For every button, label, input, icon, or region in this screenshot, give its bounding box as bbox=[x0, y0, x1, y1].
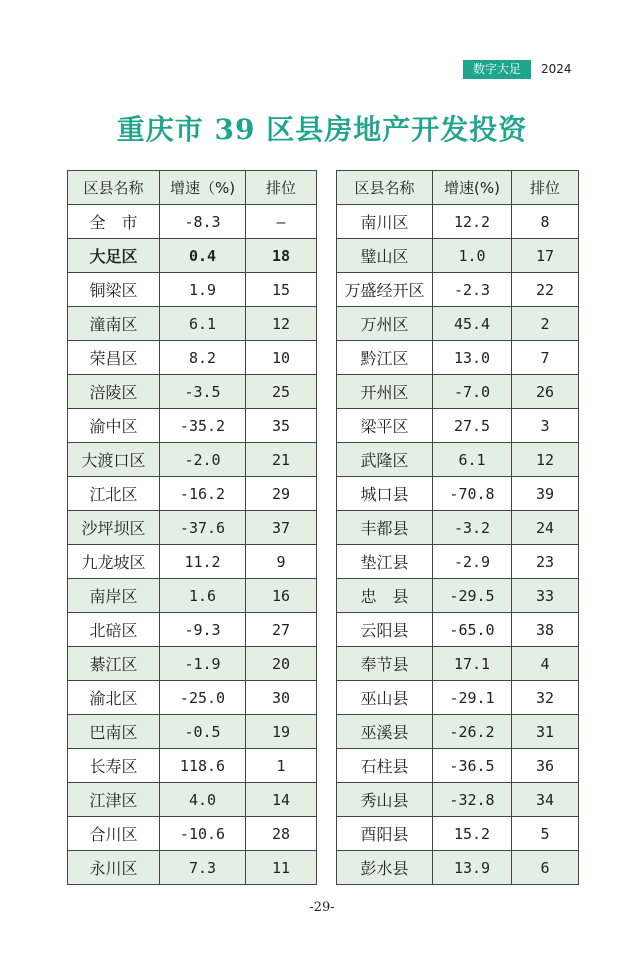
cell-growth: 8.2 bbox=[160, 341, 246, 375]
cell-growth: 1.0 bbox=[433, 239, 512, 273]
table-row bbox=[68, 307, 317, 341]
cell-rank: 3 bbox=[512, 409, 579, 443]
cell-district-name: 巴南区 bbox=[68, 715, 160, 749]
cell-district-name: 涪陵区 bbox=[68, 375, 160, 409]
cell-district-name: 城口县 bbox=[337, 477, 433, 511]
cell-district-name: 綦江区 bbox=[68, 647, 160, 681]
table-row bbox=[337, 341, 579, 375]
cell-rank: 16 bbox=[246, 579, 317, 613]
cell-district-name: 开州区 bbox=[337, 375, 433, 409]
cell-district-name: 沙坪坝区 bbox=[68, 511, 160, 545]
cell-rank: 10 bbox=[246, 341, 317, 375]
table-row bbox=[68, 273, 317, 307]
cell-district-name: 黔江区 bbox=[337, 341, 433, 375]
table-row bbox=[337, 817, 579, 851]
cell-growth: -65.0 bbox=[433, 613, 512, 647]
column-header-growth: 增速（%) bbox=[160, 171, 246, 205]
cell-growth: -3.2 bbox=[433, 511, 512, 545]
cell-district-name: 南岸区 bbox=[68, 579, 160, 613]
cell-growth: -29.5 bbox=[433, 579, 512, 613]
table-row bbox=[337, 375, 579, 409]
cell-district-name: 永川区 bbox=[68, 851, 160, 885]
cell-growth: 6.1 bbox=[160, 307, 246, 341]
cell-rank: 4 bbox=[512, 647, 579, 681]
cell-district-name: 酉阳县 bbox=[337, 817, 433, 851]
table-row bbox=[68, 647, 317, 681]
table-header-row bbox=[68, 171, 317, 205]
cell-growth: -26.2 bbox=[433, 715, 512, 749]
table-row bbox=[68, 681, 317, 715]
cell-district-name: 武隆区 bbox=[337, 443, 433, 477]
cell-district-name: 巫溪县 bbox=[337, 715, 433, 749]
table-row bbox=[68, 851, 317, 885]
table-row bbox=[337, 783, 579, 817]
table-row bbox=[337, 273, 579, 307]
table-row bbox=[68, 749, 317, 783]
page-title: 重庆市 39 区县房地产开发投资 bbox=[116, 113, 528, 146]
cell-rank: 38 bbox=[512, 613, 579, 647]
cell-growth: -1.9 bbox=[160, 647, 246, 681]
cell-growth: 45.4 bbox=[433, 307, 512, 341]
table-row bbox=[337, 715, 579, 749]
cell-district-name: 璧山区 bbox=[337, 239, 433, 273]
cell-growth: 11.2 bbox=[160, 545, 246, 579]
cell-rank: 39 bbox=[512, 477, 579, 511]
cell-growth: 13.9 bbox=[433, 851, 512, 885]
table-row bbox=[337, 443, 579, 477]
cell-rank: 37 bbox=[246, 511, 317, 545]
cell-rank: 12 bbox=[512, 443, 579, 477]
table-row bbox=[68, 443, 317, 477]
cell-growth: -32.8 bbox=[433, 783, 512, 817]
cell-district-name: 彭水县 bbox=[337, 851, 433, 885]
cell-district-name: 潼南区 bbox=[68, 307, 160, 341]
cell-district-name: 南川区 bbox=[337, 205, 433, 239]
cell-growth: -2.0 bbox=[160, 443, 246, 477]
cell-growth: 12.2 bbox=[433, 205, 512, 239]
cell-rank: 21 bbox=[246, 443, 317, 477]
cell-growth: 17.1 bbox=[433, 647, 512, 681]
cell-rank: 9 bbox=[246, 545, 317, 579]
cell-growth: -35.2 bbox=[160, 409, 246, 443]
cell-district-name: 渝北区 bbox=[68, 681, 160, 715]
table-row bbox=[337, 511, 579, 545]
table-row bbox=[337, 681, 579, 715]
table-row bbox=[337, 851, 579, 885]
cell-growth: 13.0 bbox=[433, 341, 512, 375]
cell-district-name: 忠 县 bbox=[337, 579, 433, 613]
cell-district-name: 大足区 bbox=[68, 239, 160, 273]
cell-rank: 34 bbox=[512, 783, 579, 817]
section-tag: 数字大足 bbox=[463, 60, 531, 79]
cell-rank: 25 bbox=[246, 375, 317, 409]
cell-growth: 118.6 bbox=[160, 749, 246, 783]
table-row bbox=[68, 511, 317, 545]
table-row bbox=[68, 239, 317, 273]
table-row bbox=[337, 579, 579, 613]
cell-growth: -7.0 bbox=[433, 375, 512, 409]
cell-growth: -8.3 bbox=[160, 205, 246, 239]
table-row bbox=[68, 341, 317, 375]
cell-rank: 14 bbox=[246, 783, 317, 817]
cell-district-name: 石柱县 bbox=[337, 749, 433, 783]
cell-growth: -10.6 bbox=[160, 817, 246, 851]
cell-rank: 26 bbox=[512, 375, 579, 409]
cell-rank: 8 bbox=[512, 205, 579, 239]
cell-rank: 11 bbox=[246, 851, 317, 885]
table-row bbox=[68, 579, 317, 613]
cell-growth: -2.3 bbox=[433, 273, 512, 307]
cell-growth: 6.1 bbox=[433, 443, 512, 477]
cell-rank: 35 bbox=[246, 409, 317, 443]
column-header-name: 区县名称 bbox=[68, 171, 160, 205]
table-row bbox=[337, 545, 579, 579]
cell-growth: 1.6 bbox=[160, 579, 246, 613]
cell-growth: -0.5 bbox=[160, 715, 246, 749]
cell-rank: 7 bbox=[512, 341, 579, 375]
table-row bbox=[337, 239, 579, 273]
cell-district-name: 垫江县 bbox=[337, 545, 433, 579]
cell-rank: 31 bbox=[512, 715, 579, 749]
year-label: 2024 bbox=[541, 62, 572, 76]
cell-growth: -37.6 bbox=[160, 511, 246, 545]
cell-rank: 33 bbox=[512, 579, 579, 613]
column-header-rank: 排位 bbox=[246, 171, 317, 205]
cell-rank: 36 bbox=[512, 749, 579, 783]
cell-growth: -25.0 bbox=[160, 681, 246, 715]
cell-rank: 12 bbox=[246, 307, 317, 341]
table-row bbox=[337, 749, 579, 783]
column-header-rank: 排位 bbox=[512, 171, 579, 205]
cell-rank: — bbox=[246, 205, 317, 239]
table-row bbox=[68, 817, 317, 851]
cell-district-name: 北碚区 bbox=[68, 613, 160, 647]
cell-rank: 5 bbox=[512, 817, 579, 851]
cell-rank: 22 bbox=[512, 273, 579, 307]
table-row bbox=[68, 545, 317, 579]
cell-growth: -70.8 bbox=[433, 477, 512, 511]
cell-district-name: 云阳县 bbox=[337, 613, 433, 647]
cell-rank: 24 bbox=[512, 511, 579, 545]
page-number: -29- bbox=[309, 900, 335, 915]
cell-district-name: 万盛经开区 bbox=[337, 273, 433, 307]
table-row bbox=[337, 205, 579, 239]
column-header-name: 区县名称 bbox=[337, 171, 433, 205]
cell-growth: 15.2 bbox=[433, 817, 512, 851]
table-row bbox=[337, 409, 579, 443]
cell-growth: -29.1 bbox=[433, 681, 512, 715]
cell-district-name: 秀山县 bbox=[337, 783, 433, 817]
cell-growth: 4.0 bbox=[160, 783, 246, 817]
cell-rank: 27 bbox=[246, 613, 317, 647]
cell-growth: -9.3 bbox=[160, 613, 246, 647]
cell-rank: 18 bbox=[246, 239, 317, 273]
cell-rank: 32 bbox=[512, 681, 579, 715]
cell-growth: 27.5 bbox=[433, 409, 512, 443]
cell-district-name: 铜梁区 bbox=[68, 273, 160, 307]
cell-district-name: 全 市 bbox=[68, 205, 160, 239]
cell-district-name: 九龙坡区 bbox=[68, 545, 160, 579]
cell-district-name: 长寿区 bbox=[68, 749, 160, 783]
table-row bbox=[68, 375, 317, 409]
cell-growth: 7.3 bbox=[160, 851, 246, 885]
cell-growth: -16.2 bbox=[160, 477, 246, 511]
table-row bbox=[337, 307, 579, 341]
cell-district-name: 奉节县 bbox=[337, 647, 433, 681]
cell-rank: 28 bbox=[246, 817, 317, 851]
cell-rank: 2 bbox=[512, 307, 579, 341]
cell-rank: 23 bbox=[512, 545, 579, 579]
cell-district-name: 丰都县 bbox=[337, 511, 433, 545]
table-header-row bbox=[337, 171, 579, 205]
table-row bbox=[68, 715, 317, 749]
cell-rank: 6 bbox=[512, 851, 579, 885]
table-row bbox=[68, 783, 317, 817]
table-row bbox=[68, 613, 317, 647]
cell-growth: -3.5 bbox=[160, 375, 246, 409]
table-row bbox=[337, 647, 579, 681]
cell-district-name: 荣昌区 bbox=[68, 341, 160, 375]
left-table bbox=[67, 170, 317, 885]
cell-rank: 17 bbox=[512, 239, 579, 273]
cell-rank: 1 bbox=[246, 749, 317, 783]
column-header-growth: 增速(%) bbox=[433, 171, 512, 205]
cell-growth: -36.5 bbox=[433, 749, 512, 783]
table-row bbox=[337, 613, 579, 647]
cell-district-name: 梁平区 bbox=[337, 409, 433, 443]
cell-rank: 30 bbox=[246, 681, 317, 715]
cell-district-name: 江津区 bbox=[68, 783, 160, 817]
table-row bbox=[68, 205, 317, 239]
cell-growth: -2.9 bbox=[433, 545, 512, 579]
cell-district-name: 大渡口区 bbox=[68, 443, 160, 477]
table-row bbox=[68, 409, 317, 443]
table-row bbox=[68, 477, 317, 511]
cell-district-name: 江北区 bbox=[68, 477, 160, 511]
cell-rank: 15 bbox=[246, 273, 317, 307]
cell-district-name: 合川区 bbox=[68, 817, 160, 851]
cell-district-name: 万州区 bbox=[337, 307, 433, 341]
cell-rank: 20 bbox=[246, 647, 317, 681]
cell-rank: 29 bbox=[246, 477, 317, 511]
cell-growth: 1.9 bbox=[160, 273, 246, 307]
cell-district-name: 巫山县 bbox=[337, 681, 433, 715]
cell-district-name: 渝中区 bbox=[68, 409, 160, 443]
cell-growth: 0.4 bbox=[160, 239, 246, 273]
right-table bbox=[336, 170, 579, 885]
cell-rank: 19 bbox=[246, 715, 317, 749]
table-row bbox=[337, 477, 579, 511]
